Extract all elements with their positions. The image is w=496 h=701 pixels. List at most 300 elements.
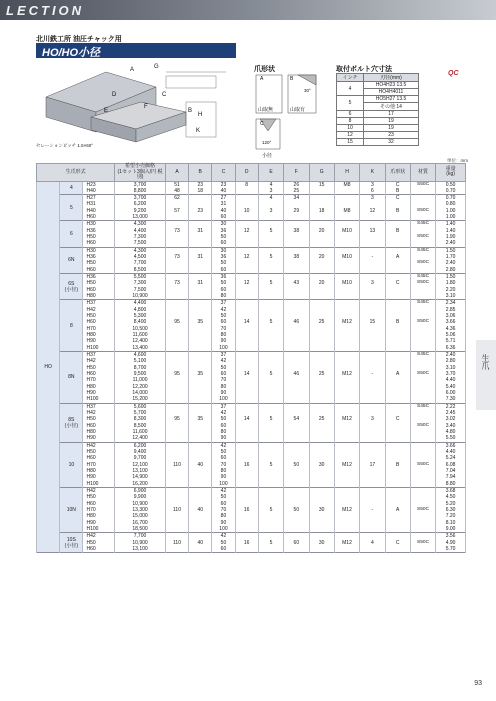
h-cell — [334, 481, 359, 488]
price-cell: 12,200 — [115, 384, 166, 390]
g-cell — [309, 403, 334, 410]
weight-cell: 5.40 — [436, 384, 466, 390]
g-cell — [309, 195, 334, 202]
table-row — [37, 195, 466, 202]
f-cell: 50 — [284, 507, 309, 513]
a-cell: 95 — [165, 416, 188, 422]
cut-title: 爪形状 — [254, 66, 275, 73]
shape-cell — [385, 442, 410, 449]
shape-letter-c: C — [260, 121, 264, 127]
price-cell: 13,100 — [115, 468, 166, 474]
header-band — [0, 0, 496, 20]
h-cell — [334, 188, 359, 195]
e-cell — [258, 274, 283, 281]
d-cell: 12 — [235, 280, 258, 286]
e-cell — [258, 214, 283, 221]
material-cell — [410, 267, 435, 274]
weight-cell: 2.40 — [436, 240, 466, 247]
model-cell: H70 — [83, 462, 115, 468]
shape-cell — [385, 274, 410, 281]
model-cell: H70 — [83, 507, 115, 513]
model-cell: H50 — [83, 540, 115, 546]
model-cell: H42 — [83, 487, 115, 494]
weight-cell: 1.80 — [436, 280, 466, 286]
a-cell: 62 — [165, 195, 188, 202]
material-cell — [410, 188, 435, 195]
weight-cell: 3.10 — [436, 365, 466, 371]
price-cell: 8,500 — [115, 423, 166, 429]
brand-logo — [448, 62, 476, 76]
price-cell: 14,000 — [115, 390, 166, 396]
weight-cell: 3.66 — [436, 319, 466, 325]
material-cell — [410, 546, 435, 553]
f-cell — [284, 442, 309, 449]
k-cell: 13 — [360, 228, 385, 234]
price-cell: 18,500 — [115, 526, 166, 533]
b-cell: 23 — [189, 208, 212, 214]
d-cell: 16 — [235, 507, 258, 513]
d-cell: 16 — [235, 540, 258, 546]
model-cell: H27 — [83, 195, 115, 202]
c-cell: 90 — [212, 390, 235, 396]
d-cell — [235, 247, 258, 254]
f-cell — [284, 533, 309, 540]
c-cell: 70 — [212, 507, 235, 513]
c-cell: 37 — [212, 352, 235, 359]
k-cell — [360, 487, 385, 494]
e-cell — [258, 352, 283, 359]
weight-cell: 5.06 — [436, 332, 466, 338]
c-cell: 40 — [212, 208, 235, 214]
model-cell: H42 — [83, 442, 115, 449]
price-cell: 7,300 — [115, 234, 166, 240]
size-cell: 6N — [60, 247, 83, 273]
b-cell — [189, 442, 212, 449]
d-cell: 8 — [235, 181, 258, 188]
page-title-bar — [36, 43, 236, 58]
model-cell: H42 — [83, 307, 115, 313]
d-cell — [235, 442, 258, 449]
f-cell — [284, 247, 309, 254]
b-cell — [189, 267, 212, 274]
b-cell — [189, 214, 212, 221]
bolt-inch: 15 — [337, 139, 364, 146]
material-cell: S50C — [410, 371, 435, 377]
table-row — [37, 481, 466, 488]
e-cell — [258, 403, 283, 410]
c-cell: 42 — [212, 307, 235, 313]
model-cell: H90 — [83, 435, 115, 442]
c-cell: 23 — [212, 181, 235, 188]
table-row — [37, 267, 466, 274]
header-shape: 爪形状 — [385, 164, 410, 182]
d-cell — [235, 533, 258, 540]
shape-cell — [385, 533, 410, 540]
e-cell — [258, 247, 283, 254]
shape-cell — [385, 487, 410, 494]
a-cell — [165, 267, 188, 274]
weight-cell: 6.36 — [436, 345, 466, 352]
weight-cell: 1.00 — [436, 214, 466, 221]
f-cell: 29 — [284, 208, 309, 214]
g-cell — [309, 274, 334, 281]
c-cell: 90 — [212, 435, 235, 442]
model-cell: H50 — [83, 260, 115, 266]
h-cell: M8 — [334, 181, 359, 188]
e-cell — [258, 267, 283, 274]
bolt-value: 19 — [364, 125, 419, 132]
price-cell: 16,700 — [115, 520, 166, 526]
g-cell — [309, 247, 334, 254]
b-cell: 23 — [189, 181, 212, 188]
h-cell: M10 — [334, 228, 359, 234]
g-cell — [309, 526, 334, 533]
b-cell — [189, 435, 212, 442]
h-cell: M12 — [334, 507, 359, 513]
d-cell — [235, 487, 258, 494]
k-cell — [360, 345, 385, 352]
e-cell — [258, 293, 283, 300]
a-cell — [165, 352, 188, 359]
model-cell: H30 — [83, 221, 115, 228]
k-cell: 17 — [360, 462, 385, 468]
weight-cell: 2.34 — [436, 300, 466, 307]
k-cell: 4 — [360, 540, 385, 546]
size-cell: 8N — [60, 352, 83, 404]
weight-cell: 2.80 — [436, 358, 466, 364]
g-cell: 25 — [309, 319, 334, 325]
angle-120-label: 120° — [262, 140, 272, 145]
model-cell: H31 — [83, 201, 115, 207]
e-cell — [258, 481, 283, 488]
weight-cell: 2.40 — [436, 260, 466, 266]
model-cell: H100 — [83, 526, 115, 533]
model-cell: H42 — [83, 410, 115, 416]
k-cell — [360, 293, 385, 300]
a-cell: 110 — [165, 507, 188, 513]
family-cell: HO — [37, 181, 60, 553]
c-cell: 60 — [212, 501, 235, 507]
c-cell: 50 — [212, 540, 235, 546]
e-cell — [258, 345, 283, 352]
price-cell: 12,400 — [115, 435, 166, 442]
a-cell: 57 — [165, 208, 188, 214]
a-cell — [165, 300, 188, 307]
price-cell: 11,000 — [115, 377, 166, 383]
g-cell — [309, 442, 334, 449]
d-cell — [235, 267, 258, 274]
model-cell: H42 — [83, 533, 115, 540]
table-row — [37, 352, 466, 359]
g-cell: 25 — [309, 371, 334, 377]
bolt-hole-table — [336, 73, 419, 146]
h-cell — [334, 435, 359, 442]
model-cell: H100 — [83, 396, 115, 403]
price-cell: 13,300 — [115, 507, 166, 513]
material-cell: S45C — [410, 300, 435, 307]
f-cell — [284, 267, 309, 274]
g-cell — [309, 435, 334, 442]
model-cell: H70 — [83, 326, 115, 332]
cut-label-yamagata-b: 山取有 — [290, 107, 306, 113]
c-cell: 42 — [212, 533, 235, 540]
material-cell: S50C — [410, 319, 435, 325]
b-cell — [189, 526, 212, 533]
c-cell: 36 — [212, 254, 235, 260]
k-cell: 3 — [360, 195, 385, 202]
f-cell: 46 — [284, 371, 309, 377]
b-cell — [189, 274, 212, 281]
shape-cell — [385, 293, 410, 300]
price-cell: 9,700 — [115, 455, 166, 461]
e-cell: 5 — [258, 540, 283, 546]
cut-label-small: 小径 — [262, 153, 273, 159]
price-cell: 12,100 — [115, 462, 166, 468]
price-cell: 10,900 — [115, 293, 166, 300]
g-cell — [309, 293, 334, 300]
model-cell: H60 — [83, 423, 115, 429]
table-row — [37, 300, 466, 307]
c-cell: 100 — [212, 396, 235, 403]
shape-cell: A — [385, 507, 410, 513]
table-row — [37, 442, 466, 449]
weight-cell: 7.04 — [436, 468, 466, 474]
weight-cell: 5.24 — [436, 455, 466, 461]
c-cell: 80 — [212, 513, 235, 519]
a-cell — [165, 274, 188, 281]
a-cell: 95 — [165, 371, 188, 377]
shape-cell: C — [385, 195, 410, 202]
bolt-inch: 5 — [337, 96, 364, 111]
c-cell: 80 — [212, 332, 235, 338]
material-cell: S50C — [410, 540, 435, 546]
b-cell: 18 — [189, 188, 212, 195]
a-cell: 95 — [165, 319, 188, 325]
a-cell: 48 — [165, 188, 188, 195]
table-row — [37, 188, 466, 195]
page-number: 93 — [474, 680, 482, 687]
c-cell: 80 — [212, 384, 235, 390]
d-cell — [235, 240, 258, 247]
table-row — [37, 396, 466, 403]
h-cell — [334, 396, 359, 403]
k-cell — [360, 403, 385, 410]
f-cell: 38 — [284, 228, 309, 234]
model-cell: H60 — [83, 546, 115, 553]
model-cell: H80 — [83, 513, 115, 519]
price-cell: 5,500 — [115, 274, 166, 281]
model-cell: H80 — [83, 429, 115, 435]
cut-label-yamagata-a: 山取無 — [258, 107, 274, 113]
price-cell: 6,900 — [115, 487, 166, 494]
c-cell: 31 — [212, 201, 235, 207]
price-cell: 5,600 — [115, 403, 166, 410]
c-cell: 50 — [212, 234, 235, 240]
d-cell — [235, 403, 258, 410]
table-row — [37, 487, 466, 494]
weight-cell: 0.50 — [436, 181, 466, 188]
a-cell — [165, 442, 188, 449]
shape-cell — [385, 546, 410, 553]
weight-cell: 2.85 — [436, 307, 466, 313]
h-cell — [334, 345, 359, 352]
k-cell: 15 — [360, 319, 385, 325]
model-cell: H36 — [83, 274, 115, 281]
material-cell: S45C — [410, 274, 435, 281]
weight-cell: 2.20 — [436, 287, 466, 293]
model-cell: H100 — [83, 481, 115, 488]
material-cell: S50C — [410, 208, 435, 214]
model-cell: H42 — [83, 358, 115, 364]
bolt-inch: 8 — [337, 118, 364, 125]
f-cell — [284, 345, 309, 352]
dim-label-e: E — [104, 108, 109, 114]
price-cell: 15,200 — [115, 396, 166, 403]
shape-cell — [385, 247, 410, 254]
table-row — [37, 546, 466, 553]
f-cell — [284, 352, 309, 359]
shape-cell: C — [385, 540, 410, 546]
weight-cell: 6.30 — [436, 507, 466, 513]
shape-cell — [385, 345, 410, 352]
header-d: D — [235, 164, 258, 182]
sidebar-tab[interactable] — [476, 340, 496, 410]
h-cell: M12 — [334, 540, 359, 546]
k-cell: 12 — [360, 208, 385, 214]
header-f: F — [284, 164, 309, 182]
e-cell: 3 — [258, 188, 283, 195]
weight-cell: 2.80 — [436, 267, 466, 274]
model-cell: H23 — [83, 181, 115, 188]
k-cell: - — [360, 254, 385, 260]
e-cell — [258, 435, 283, 442]
e-cell: 5 — [258, 416, 283, 422]
model-cell: H90 — [83, 390, 115, 396]
shape-cell — [385, 267, 410, 274]
shape-cell: C — [385, 416, 410, 422]
k-cell — [360, 240, 385, 247]
d-cell — [235, 546, 258, 553]
weight-cell: 6.08 — [436, 462, 466, 468]
d-cell: 14 — [235, 319, 258, 325]
shape-letter-a: A — [260, 76, 264, 82]
size-cell: 8 — [60, 300, 83, 352]
shape-cell — [385, 396, 410, 403]
k-cell: 3 — [360, 416, 385, 422]
weight-cell: 1.00 — [436, 208, 466, 214]
price-cell: 7,700 — [115, 533, 166, 540]
d-cell — [235, 345, 258, 352]
g-cell — [309, 481, 334, 488]
b-cell — [189, 300, 212, 307]
price-cell: 4,400 — [115, 300, 166, 307]
a-cell — [165, 546, 188, 553]
price-cell: 8,800 — [115, 188, 166, 195]
c-cell: 90 — [212, 338, 235, 344]
h-cell: M10 — [334, 280, 359, 286]
h-cell — [334, 293, 359, 300]
price-cell: 7,700 — [115, 260, 166, 266]
material-cell — [410, 396, 435, 403]
model-cell: H50 — [83, 449, 115, 455]
bolt-value: 19 — [364, 118, 419, 125]
d-cell — [235, 481, 258, 488]
k-cell: 6 — [360, 188, 385, 195]
price-cell: 4,400 — [115, 228, 166, 234]
k-cell: - — [360, 371, 385, 377]
model-cell: H50 — [83, 365, 115, 371]
shape-cell: C — [385, 280, 410, 286]
c-cell: 100 — [212, 526, 235, 533]
bolt-value: HO5H27 13.5 — [364, 96, 419, 103]
c-cell: 60 — [212, 546, 235, 553]
d-cell: 14 — [235, 371, 258, 377]
model-cell: H60 — [83, 267, 115, 274]
bolt-value: 32 — [364, 139, 419, 146]
f-cell: 43 — [284, 280, 309, 286]
f-cell — [284, 396, 309, 403]
d-cell: 14 — [235, 416, 258, 422]
f-cell — [284, 300, 309, 307]
material-cell: S45C — [410, 247, 435, 254]
c-cell: 37 — [212, 300, 235, 307]
model-cell: H50 — [83, 234, 115, 240]
c-cell: 36 — [212, 274, 235, 281]
e-cell: 5 — [258, 319, 283, 325]
model-cell: H90 — [83, 474, 115, 480]
e-cell: 5 — [258, 280, 283, 286]
a-cell — [165, 345, 188, 352]
h-cell — [334, 274, 359, 281]
f-cell — [284, 526, 309, 533]
d-cell — [235, 435, 258, 442]
e-cell — [258, 240, 283, 247]
model-cell: H90 — [83, 338, 115, 344]
size-cell: 8S (小径) — [60, 403, 83, 442]
d-cell — [235, 195, 258, 202]
e-cell: 3 — [258, 208, 283, 214]
g-cell — [309, 188, 334, 195]
dim-label-d: D — [112, 92, 117, 98]
b-cell: 35 — [189, 416, 212, 422]
c-cell: 50 — [212, 494, 235, 500]
a-cell — [165, 435, 188, 442]
h-cell — [334, 487, 359, 494]
h-cell — [334, 352, 359, 359]
shape-cell — [385, 240, 410, 247]
c-cell: 60 — [212, 319, 235, 325]
c-cell: 90 — [212, 474, 235, 480]
size-cell: 6 — [60, 221, 83, 247]
a-cell: 73 — [165, 254, 188, 260]
c-cell: 60 — [212, 240, 235, 247]
h-cell — [334, 533, 359, 540]
shape-cell — [385, 481, 410, 488]
bolt-inch: 4 — [337, 82, 364, 96]
bolt-table-title: 取付ボルト穴寸法 — [336, 66, 392, 73]
weight-cell: 3.66 — [436, 442, 466, 449]
price-cell: 9,200 — [115, 208, 166, 214]
weight-cell: 5.71 — [436, 338, 466, 344]
b-cell — [189, 403, 212, 410]
shape-cell: B — [385, 228, 410, 234]
dim-label-b: B — [188, 108, 193, 114]
f-cell — [284, 214, 309, 221]
weight-cell: 5.50 — [436, 435, 466, 442]
d-cell — [235, 396, 258, 403]
header-h: H — [334, 164, 359, 182]
k-cell — [360, 352, 385, 359]
